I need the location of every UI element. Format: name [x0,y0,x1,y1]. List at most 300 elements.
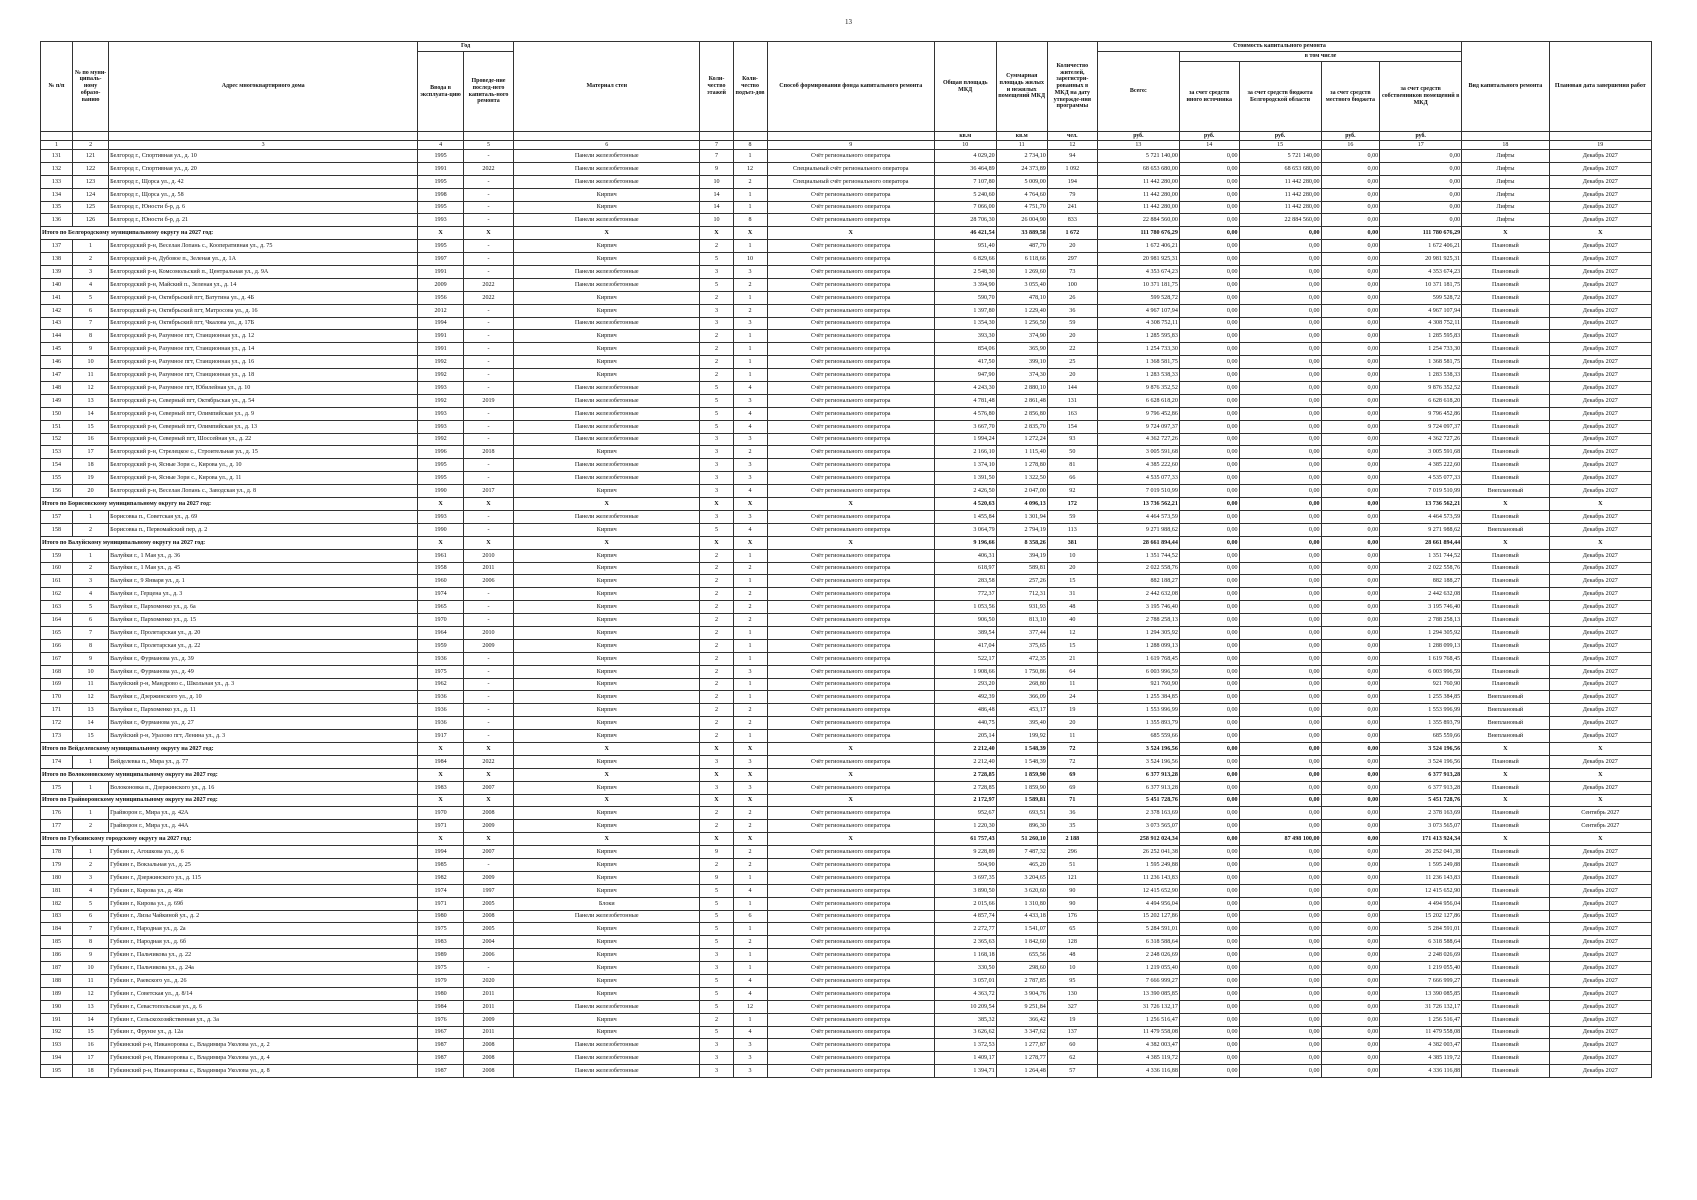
subtotal-cell: X [418,833,464,846]
table-cell: 2017 [463,485,513,498]
subtotal-label: Итого по Волоконовскому муниципальному округу на 2027 год: [41,768,418,781]
table-cell: 2 [700,614,733,627]
table-cell: Кирпич [514,678,700,691]
table-cell: Декабрь 2027 [1549,188,1651,201]
subtotal-cell: 0,00 [1321,227,1380,240]
table-cell: Кирпич [514,871,700,884]
table-cell: 13 [72,704,108,717]
table-cell: 2 [700,291,733,304]
subtotal-row [41,794,1652,807]
table-cell: 0,00 [1321,807,1380,820]
table-cell: Плановый [1462,923,1549,936]
table-cell: 693,51 [996,807,1047,820]
table-cell: Плановый [1462,1000,1549,1013]
table-row [41,188,1652,201]
table-cell: 589,81 [996,562,1047,575]
subtotal-cell: 0,00 [1239,536,1321,549]
table-cell: 0,00 [1321,343,1380,356]
table-cell: 0,00 [1239,730,1321,743]
table-cell: 10 209,54 [934,1000,996,1013]
table-cell: 18 [72,459,108,472]
table-cell: Декабрь 2027 [1549,175,1651,188]
table-cell: 3 [700,781,733,794]
table-cell: Кирпич [514,291,700,304]
table-cell: Губкин г., Вокзальная ул., д. 25 [109,858,418,871]
table-cell: 0,00 [1239,304,1321,317]
table-cell: 2 [733,588,767,601]
table-cell: 2 [72,562,108,575]
table-cell: 2010 [463,626,513,639]
table-cell: 20 [1047,369,1097,382]
table-cell: Кирпич [514,1026,700,1039]
table-cell: Кирпич [514,253,700,266]
table-row [41,614,1652,627]
table-cell: 4 385 222,60 [1097,459,1179,472]
table-cell: 0,00 [1239,923,1321,936]
table-cell: 366,42 [996,1013,1047,1026]
table-cell: 1995 [418,240,464,253]
table-cell: 1 [72,755,108,768]
table-cell: 65 [1047,923,1097,936]
table-cell: 1936 [418,691,464,704]
table-cell: Белгородский р-н, Стрелецкое с., Строительная ул., д. 15 [109,446,418,459]
table-cell: 1971 [418,820,464,833]
table-cell: 4 308 752,11 [1380,317,1462,330]
subtotal-cell: 0,00 [1179,536,1239,549]
table-cell: Декабрь 2027 [1549,626,1651,639]
table-cell: 327 [1047,1000,1097,1013]
table-cell: 0,00 [1179,1000,1239,1013]
table-cell: 3 890,50 [934,884,996,897]
table-cell: 163 [41,601,73,614]
table-cell: 1962 [418,678,464,691]
subtotal-cell: X [514,833,700,846]
table-cell: 0,00 [1321,382,1380,395]
table-cell: Счёт регионального оператора [767,382,934,395]
table-cell: Декабрь 2027 [1549,730,1651,743]
table-cell: 1 [733,923,767,936]
table-cell: 0,00 [1179,459,1239,472]
header-regional: за счет средств бюджета Белгородской области [1239,62,1321,132]
table-cell: 0,00 [1239,588,1321,601]
subtotal-cell: 6 377 913,28 [1097,768,1179,781]
table-cell: 0,00 [1179,652,1239,665]
table-cell: Счёт регионального оператора [767,394,934,407]
subtotal-row [41,768,1652,781]
table-cell: 472,35 [996,652,1047,665]
table-cell: 3 055,40 [996,278,1047,291]
table-cell: 0,00 [1239,330,1321,343]
table-cell: Плановый [1462,897,1549,910]
table-cell: Панели железобетонные [514,1039,700,1052]
table-cell: 5 721 140,00 [1239,150,1321,163]
table-cell: 2 442 632,08 [1097,588,1179,601]
table-cell: 157 [41,510,73,523]
table-cell: Внеплановый [1462,691,1549,704]
table-cell: 139 [41,266,73,279]
table-cell: 40 [1047,614,1097,627]
table-cell: 283,58 [934,575,996,588]
table-cell: 4 [72,588,108,601]
table-cell: Плановый [1462,936,1549,949]
table-cell: 1 301,94 [996,510,1047,523]
table-cell: 4 751,70 [996,201,1047,214]
table-cell: 0,00 [1179,846,1239,859]
unit-cell [514,132,700,141]
table-cell: 147 [41,369,73,382]
table-cell: 11 442 280,00 [1097,188,1179,201]
table-cell: Счёт регионального оператора [767,266,934,279]
table-cell: 2004 [463,936,513,949]
table-cell: 0,00 [1179,962,1239,975]
table-cell: 0,00 [1179,781,1239,794]
table-cell: 2009 [418,278,464,291]
table-cell: 15 202 127,86 [1380,910,1462,923]
table-row [41,846,1652,859]
table-cell: Декабрь 2027 [1549,665,1651,678]
table-cell: 131 [41,150,73,163]
unit-cell: руб. [1321,132,1380,141]
table-cell: Белгородский р-н, Майский п., Зеленая ул., д. 14 [109,278,418,291]
table-cell: 0,00 [1179,356,1239,369]
table-cell: 22 884 560,00 [1239,214,1321,227]
table-cell: Счёт регионального оператора [767,214,934,227]
table-cell: 5 [700,1026,733,1039]
table-cell: 125 [72,201,108,214]
table-cell: 24 [1047,691,1097,704]
table-cell: Грайворон г., Мира ул., д. 42А [109,807,418,820]
table-cell: Декабрь 2027 [1549,214,1651,227]
table-cell: Счёт регионального оператора [767,523,934,536]
table-cell: 0,00 [1321,240,1380,253]
table-cell: 2006 [463,949,513,962]
table-cell: 1987 [418,1052,464,1065]
table-cell: 6 829,66 [934,253,996,266]
table-cell: 2006 [463,575,513,588]
table-cell: Кирпич [514,755,700,768]
table-cell: 1 595 249,88 [1380,858,1462,871]
table-cell: 1 168,18 [934,949,996,962]
table-cell: Белгородский р-н, Октябрьский пгт, Чкалова ул., д. 17Б [109,317,418,330]
table-cell: 10 [700,175,733,188]
table-cell: Плановый [1462,304,1549,317]
table-cell: 2 [700,626,733,639]
table-cell: 5 [72,897,108,910]
table-cell: 0,00 [1321,704,1380,717]
table-cell: 6 377 913,28 [1097,781,1179,794]
subtotal-cell: 0,00 [1239,742,1321,755]
table-cell: - [463,962,513,975]
table-cell: 81 [1047,459,1097,472]
table-cell: 0,00 [1239,291,1321,304]
table-cell: 15 [1047,575,1097,588]
table-cell: Белгород г., Юности б-р, д. 21 [109,214,418,227]
table-cell: 395,40 [996,717,1047,730]
table-cell: 20 981 925,31 [1380,253,1462,266]
table-cell: 0,00 [1239,575,1321,588]
subtotal-cell: 0,00 [1321,768,1380,781]
table-cell: 4 [733,1026,767,1039]
table-cell: Счёт регионального оператора [767,343,934,356]
table-cell: 486,48 [934,704,996,717]
table-cell: 173 [41,730,73,743]
table-cell: 1 553 996,99 [1097,704,1179,717]
table-cell: 19 [1047,704,1097,717]
table-cell: 133 [41,175,73,188]
capital-repair-program-table [40,41,1652,1078]
table-cell: 0,00 [1179,614,1239,627]
table-cell: Плановый [1462,639,1549,652]
table-cell: 1 294 305,92 [1380,626,1462,639]
table-cell: 2022 [463,291,513,304]
table-cell: Сентябрь 2027 [1549,820,1651,833]
column-number-cell: 19 [1549,141,1651,150]
table-cell: 9 251,84 [996,1000,1047,1013]
table-cell: 170 [41,691,73,704]
table-cell: 73 [1047,266,1097,279]
subtotal-cell: 71 [1047,794,1097,807]
table-cell: - [463,317,513,330]
table-cell: 0,00 [1179,755,1239,768]
table-cell: 3 [733,755,767,768]
table-cell: 62 [1047,1052,1097,1065]
table-cell: 151 [41,420,73,433]
table-row [41,987,1652,1000]
table-row [41,382,1652,395]
table-cell: 0,00 [1321,717,1380,730]
table-cell: Специальный счёт регионального оператора [767,162,934,175]
subtotal-cell: X [1549,498,1651,511]
table-cell: 0,00 [1179,923,1239,936]
table-cell: 95 [1047,975,1097,988]
table-cell: Плановый [1462,858,1549,871]
table-cell: Панели железобетонные [514,317,700,330]
table-cell: 2008 [463,1065,513,1078]
table-cell: 6 118,66 [996,253,1047,266]
table-cell: Грайворон г., Мира ул., д. 44А [109,820,418,833]
table-row [41,936,1652,949]
table-cell: Кирпич [514,201,700,214]
subtotal-cell: 69 [1047,768,1097,781]
table-cell: 1994 [418,317,464,330]
table-cell: 3 [700,472,733,485]
table-cell: 2 [700,730,733,743]
subtotal-cell: 2 172,97 [934,794,996,807]
table-cell: 2 [733,278,767,291]
table-cell: 1 355 893,79 [1097,717,1179,730]
subtotal-cell: X [700,742,733,755]
table-cell: Кирпич [514,446,700,459]
table-cell: 4 [72,884,108,897]
table-cell: Кирпич [514,807,700,820]
table-cell: Декабрь 2027 [1549,781,1651,794]
subtotal-cell: X [733,536,767,549]
table-cell: 190 [41,1000,73,1013]
table-cell: Декабрь 2027 [1549,266,1651,279]
table-cell: 0,00 [1321,871,1380,884]
table-cell: 0,00 [1179,807,1239,820]
subtotal-cell: 87 498 100,00 [1239,833,1321,846]
table-cell: 93 [1047,433,1097,446]
table-cell: 1 [72,240,108,253]
subtotal-cell: 0,00 [1179,833,1239,846]
table-cell: 4 857,74 [934,910,996,923]
table-cell: 0,00 [1321,188,1380,201]
table-cell: 0,00 [1321,266,1380,279]
table-cell: Декабрь 2027 [1549,678,1651,691]
subtotal-cell: 0,00 [1179,794,1239,807]
table-cell: 1 256 516,47 [1097,1013,1179,1026]
table-cell: 31 726 132,17 [1097,1000,1179,1013]
table-cell: Счёт регионального оператора [767,601,934,614]
table-cell: 3 620,60 [996,884,1047,897]
table-cell: 4 [733,975,767,988]
table-cell: 906,50 [934,614,996,627]
table-cell: 68 653 680,00 [1239,162,1321,175]
table-cell: Декабрь 2027 [1549,846,1651,859]
table-cell: 0,00 [1321,562,1380,575]
table-cell: 5 [700,420,733,433]
table-cell: 158 [41,523,73,536]
table-cell: 1 254 733,30 [1097,343,1179,356]
subtotal-cell: 3 524 196,56 [1097,742,1179,755]
table-cell: 4 [733,523,767,536]
table-cell: Панели железобетонные [514,1065,700,1078]
table-cell: Кирпич [514,936,700,949]
table-cell: - [463,472,513,485]
table-cell: 11 [72,369,108,382]
table-cell: 0,00 [1179,575,1239,588]
table-cell: Счёт регионального оператора [767,1065,934,1078]
table-cell: 94 [1047,150,1097,163]
subtotal-cell: 2 728,85 [934,768,996,781]
table-cell: 1 619 768,45 [1380,652,1462,665]
table-cell: 9 876 352,52 [1380,382,1462,395]
table-cell: - [463,678,513,691]
subtotal-cell: X [733,742,767,755]
table-cell: - [463,704,513,717]
table-cell: Панели железобетонные [514,266,700,279]
unit-cell [463,132,513,141]
table-cell: Губкин г., Сельскохозяйственная ул., д. 3а [109,1013,418,1026]
table-cell: Валуйки г., Пролетарская ул., д. 20 [109,626,418,639]
table-cell: 1 368 581,75 [1380,356,1462,369]
table-cell: 36 464,89 [934,162,996,175]
subtotal-cell: 258 912 024,34 [1097,833,1179,846]
table-cell: 0,00 [1239,652,1321,665]
table-cell: Плановый [1462,1026,1549,1039]
table-cell: 121 [1047,871,1097,884]
subtotal-cell: X [700,536,733,549]
table-cell: 50 [1047,446,1097,459]
table-row [41,150,1652,163]
table-cell: Плановый [1462,652,1549,665]
table-cell: 0,00 [1239,975,1321,988]
table-cell: 0,00 [1239,407,1321,420]
table-cell: 3 005 591,68 [1097,446,1179,459]
table-cell: 2005 [463,897,513,910]
table-cell: 0,00 [1239,317,1321,330]
header-cost-group: Стоимость капитального ремонта [1097,42,1461,52]
table-cell: Плановый [1462,459,1549,472]
column-number-cell: 18 [1462,141,1549,150]
table-cell: 11 442 280,00 [1239,175,1321,188]
table-cell: 2 [72,858,108,871]
table-cell: Счёт регионального оператора [767,472,934,485]
table-cell: 0,00 [1239,369,1321,382]
table-cell: 48 [1047,601,1097,614]
table-cell: 7 666 999,27 [1380,975,1462,988]
table-cell: 2011 [463,1026,513,1039]
table-cell: 141 [41,291,73,304]
table-row [41,253,1652,266]
table-cell: 194 [1047,175,1097,188]
subtotal-cell: 0,00 [1321,794,1380,807]
table-cell: Кирпич [514,717,700,730]
table-cell: 0,00 [1321,975,1380,988]
table-cell: Счёт регионального оператора [767,330,934,343]
table-cell: Декабрь 2027 [1549,485,1651,498]
table-cell: Счёт регионального оператора [767,626,934,639]
table-cell: 10 [72,665,108,678]
table-cell: 1 351 744,52 [1097,549,1179,562]
table-cell: 0,00 [1321,304,1380,317]
table-cell: 0,00 [1321,317,1380,330]
table-cell: Панели железобетонные [514,433,700,446]
table-cell: 167 [41,652,73,665]
table-cell: - [463,523,513,536]
table-cell: Счёт регионального оператора [767,846,934,859]
table-cell: 2020 [463,975,513,988]
table-cell: 4 464 573,59 [1380,510,1462,523]
table-cell: 1936 [418,717,464,730]
subtotal-cell: 171 413 924,34 [1380,833,1462,846]
table-row [41,356,1652,369]
table-cell: 2 734,10 [996,150,1047,163]
table-cell: 0,00 [1239,382,1321,395]
table-cell: 813,10 [996,614,1047,627]
table-row [41,472,1652,485]
table-cell: Вейделевка п., Мира ул., д. 77 [109,755,418,768]
table-cell: Плановый [1462,317,1549,330]
table-cell: 11 [72,678,108,691]
table-cell: Счёт регионального оператора [767,614,934,627]
table-cell: 10 371 181,75 [1380,278,1462,291]
table-cell: 0,00 [1239,1039,1321,1052]
table-cell: 2 [72,820,108,833]
table-cell: Плановый [1462,330,1549,343]
table-cell: 0,00 [1239,510,1321,523]
table-cell: 1 115,40 [996,446,1047,459]
table-cell: 205,14 [934,730,996,743]
table-cell: Губкин г., Дзержинского ул., д. 115 [109,871,418,884]
table-cell: Счёт регионального оператора [767,1013,934,1026]
table-cell: 0,00 [1321,755,1380,768]
table-cell: 1936 [418,652,464,665]
table-cell: Валуйки г., Пархоменко ул., д. 11 [109,704,418,717]
subtotal-cell: X [418,768,464,781]
table-cell: 154 [1047,420,1097,433]
table-cell: 7 [72,626,108,639]
table-cell: 2 [700,691,733,704]
table-cell: Плановый [1462,382,1549,395]
table-cell: - [463,730,513,743]
table-cell: 3 195 746,40 [1380,601,1462,614]
table-cell: 11 442 280,00 [1097,175,1179,188]
table-cell: Белгородский р-н, Комсомольский п., Центральная ул., д. 9А [109,266,418,279]
column-number-cell: 13 [1097,141,1179,150]
table-cell: 1990 [418,523,464,536]
